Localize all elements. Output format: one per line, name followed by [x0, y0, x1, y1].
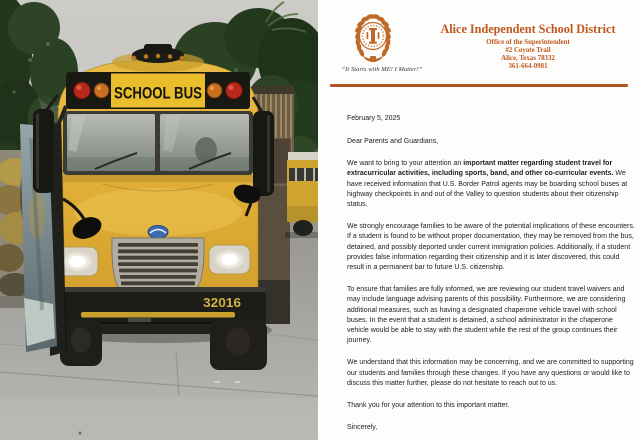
letterhead [428, 23, 628, 71]
letter-paragraph: We want to bring to your attention an important matter regarding student travel for extracurricular activities, including sports, band, and other co-curricular events. We have received information that U.S. Border Patrol agents may be boarding school buses at highway checkpoints in and out of the Valley to question students about their citizenship status. [347, 160, 628, 209]
district-name: Alice Independent School District [440, 22, 616, 36]
address-line-1: #2 Coyote Trail [505, 47, 551, 54]
letter-paragraph: Thank you for your attention to this important matter. [347, 402, 510, 410]
letter-body [347, 137, 635, 440]
grille [112, 238, 204, 289]
letter-paragraph: Sincerely, [347, 424, 378, 432]
bluebird-emblem [148, 226, 168, 239]
bumper [50, 287, 266, 324]
windshield [63, 111, 253, 175]
letter-date: February 5, 2025 [347, 115, 401, 122]
letterhead-divider [330, 84, 628, 87]
school-bus [50, 44, 267, 370]
bus-number-text: 32016 [203, 296, 242, 310]
district-letter [318, 0, 640, 440]
school-bus-photo [0, 0, 318, 440]
address-line-2: Alice, Texas 78332 [501, 55, 555, 62]
letter-paragraph: We strongly encourage families to be aware of the potential implications of these encounters. If a student is found to be without proper documentation, they may be removed from the bus, detained, and possibly deported under current immigration policies. Additionally, if a student provides false information regarding their citizenship and it is later discovered, this could result in a permanent bar to future U.S. citizenship. [347, 223, 635, 272]
right-mirror [253, 111, 274, 196]
letter-paragraph: To ensure that families are fully informed, we are reviewing our student travel waivers and may include language advising parents of this possibility. Furthermore, we are considering additional measures, such as having a designated chaperone vehicle travel with school buses. In the event that a student is detained, a school administrator in the chaperone vehicle would be able to stay with the student while the rest of the group continues their journey. [347, 286, 626, 345]
school-bus-sign-text: SCHOOL BUS [114, 83, 202, 103]
district-logo [348, 11, 398, 67]
salutation: Dear Parents and Guardians, [347, 138, 439, 145]
bus-photo-svg [0, 0, 318, 440]
phone-number: 361-664-0981 [508, 63, 548, 70]
letter-paragraph: We understand that this information may be concerning, and we are committed to supporting our students and families through these changes. If you have any questions or would like to discuss this matter further, please do not hesitate to reach out to us. [347, 359, 634, 387]
district-motto: “It Starts with ME! I Matter!” [341, 66, 423, 73]
office-line: Office of the Superintendent [486, 39, 570, 46]
